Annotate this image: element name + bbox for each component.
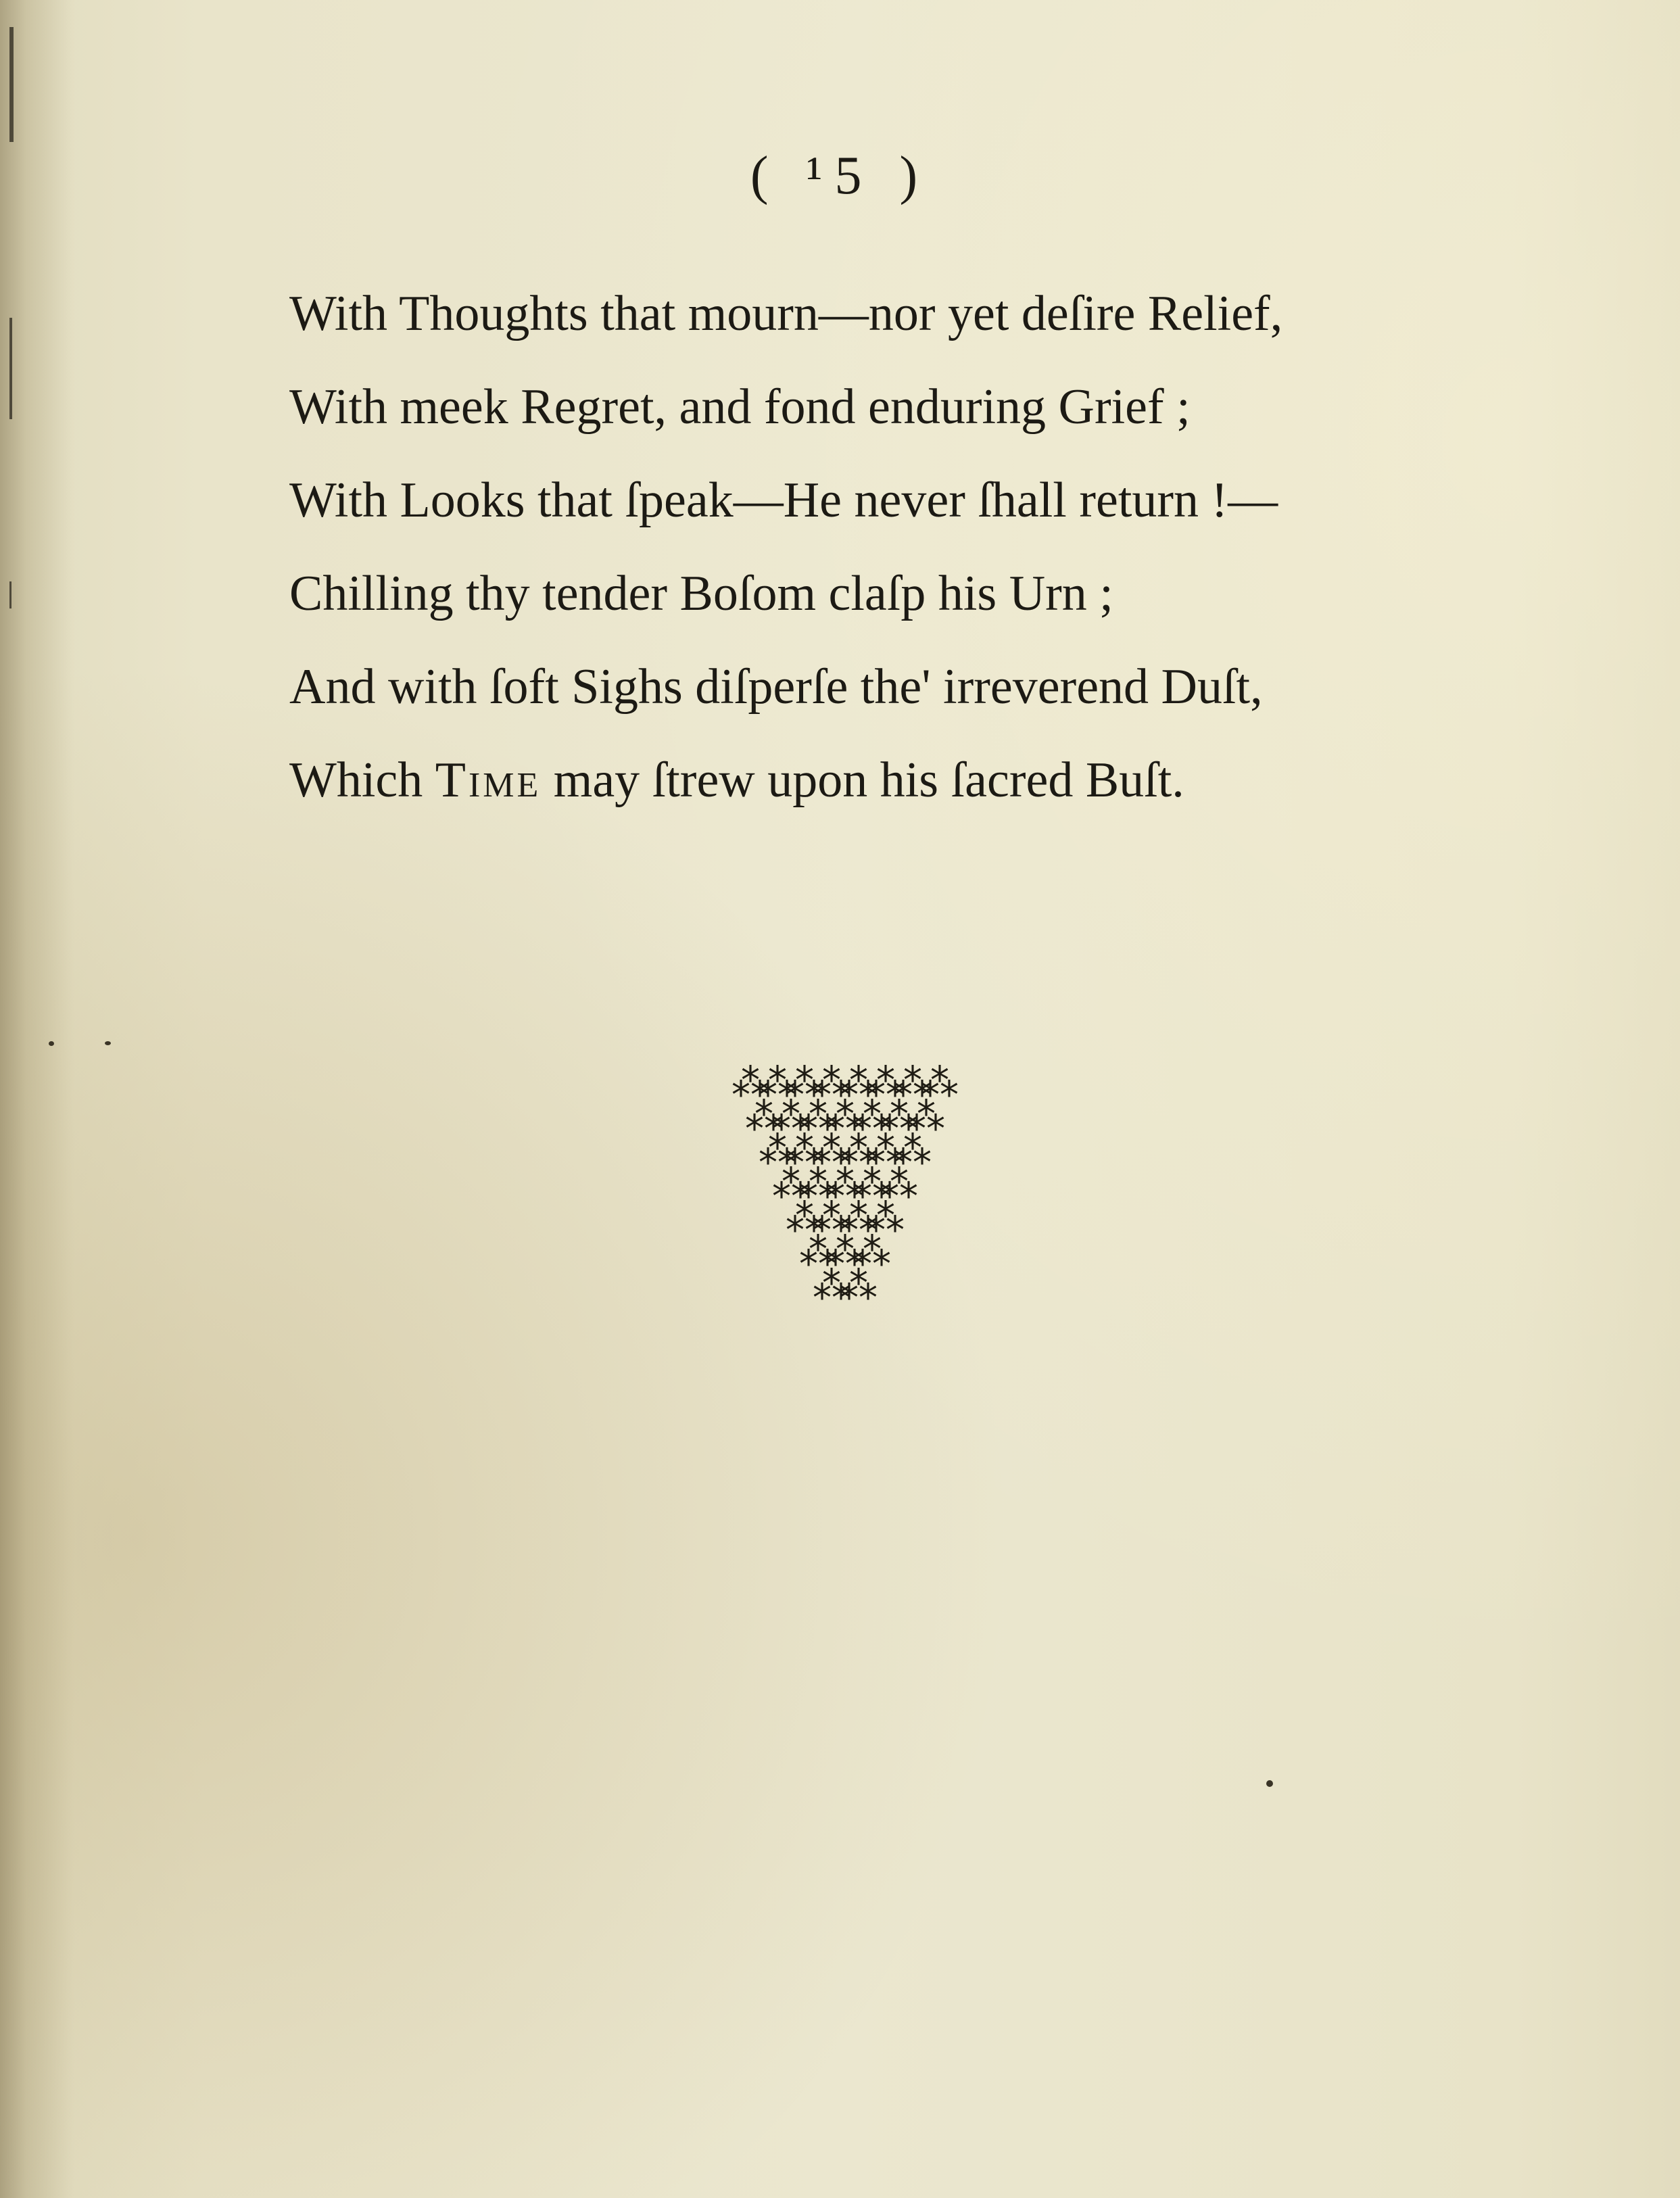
poem-line-6-start: Which — [289, 752, 435, 808]
gutter-mark — [9, 318, 12, 419]
poem-line-1: With Thoughts that mourn—nor yet deſire Relief, — [289, 286, 1283, 341]
ink-speck — [105, 1041, 111, 1045]
tailpiece-ornament — [704, 1061, 975, 1335]
poem-line-4: Chilling thy tender Boſom claſp his Urn ; — [289, 566, 1113, 621]
ornament-row-6: ⁂⁂⁂ — [799, 1231, 880, 1274]
poem-line-6-smallcaps: Time — [435, 752, 542, 808]
poem-line-6-end: may ſtrew upon his ſacred Buſt. — [541, 752, 1184, 808]
ink-speck — [1266, 1780, 1273, 1787]
ornament-row-2: ⁂⁂⁂⁂⁂⁂⁂ — [745, 1095, 934, 1139]
poem-line-2: With meek Regret, and fond enduring Grief ; — [289, 379, 1191, 435]
ink-speck — [49, 1041, 54, 1046]
ornament-row-1: ⁂⁂⁂⁂⁂⁂⁂⁂ — [731, 1061, 948, 1105]
gutter-mark — [9, 581, 11, 608]
poem-line-5: And with ſoft Sighs diſperſe the' irreverend Duſt, — [289, 659, 1263, 715]
page-number: ( ¹5 ) — [750, 146, 930, 206]
poem-text — [289, 267, 1472, 827]
poem-line-3: With Looks that ſpeak—He never ſhall return !— — [289, 473, 1278, 528]
gutter-mark — [9, 27, 14, 142]
ornament-row-4: ⁂⁂⁂⁂⁂ — [772, 1163, 907, 1207]
poem-line-6 — [289, 734, 1472, 827]
ornament-row-5: ⁂⁂⁂⁂ — [786, 1197, 894, 1241]
ornament-row-3: ⁂⁂⁂⁂⁂⁂ — [759, 1129, 921, 1173]
ornament-row-7: ⁂⁂ — [813, 1264, 867, 1308]
